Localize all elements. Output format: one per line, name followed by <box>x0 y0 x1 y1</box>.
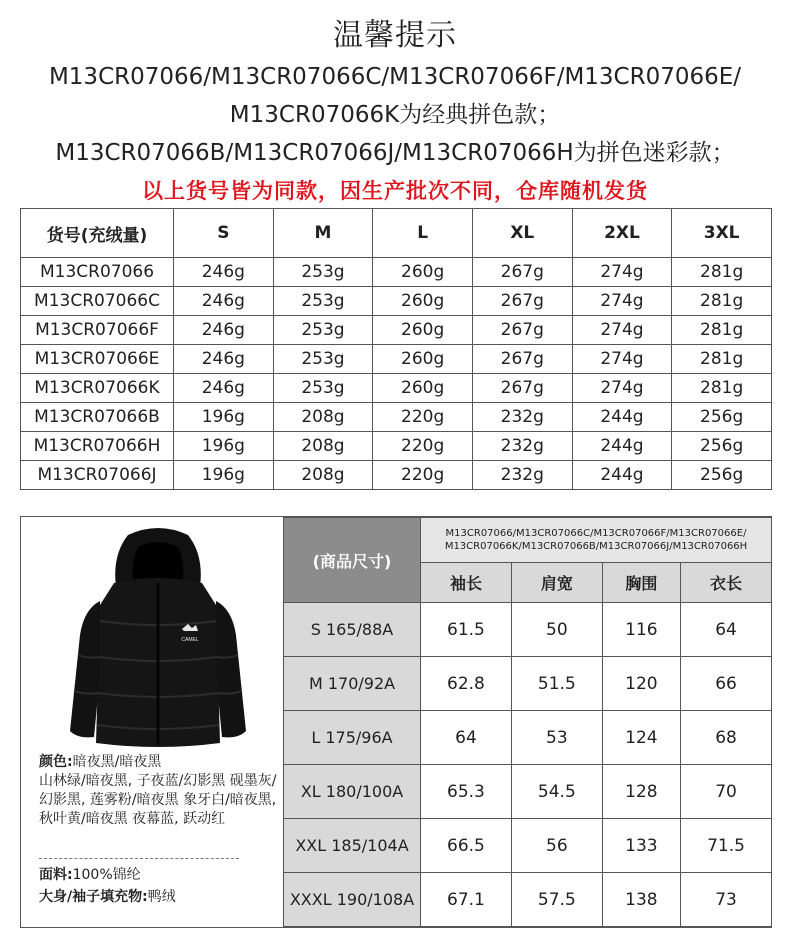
dashed-divider <box>39 858 239 859</box>
column-header: 袖长 <box>421 562 512 603</box>
cell: 220g <box>373 403 473 432</box>
cell: M13CR07066E <box>21 345 174 374</box>
measurement-table <box>283 517 772 927</box>
cell: M13CR07066F <box>21 316 174 345</box>
table-header-row <box>21 209 772 258</box>
cell: 64 <box>421 711 512 765</box>
cell: 253g <box>273 316 373 345</box>
cell: 53 <box>511 711 602 765</box>
cell: 281g <box>672 258 772 287</box>
colors-first: 暗夜黑/暗夜黑 <box>72 754 162 770</box>
cell: 267g <box>472 374 572 403</box>
table-row <box>21 461 772 490</box>
table-row <box>21 287 772 316</box>
notice-line-3: M13CR07066B/M13CR07066J/M13CR07066H为拼色迷彩款； <box>55 140 735 166</box>
product-info-panel <box>21 517 283 927</box>
codes-line-1: M13CR07066/M13CR07066C/M13CR07066F/M13CR07066E/ <box>445 527 747 539</box>
cell: 260g <box>373 374 473 403</box>
cell: 260g <box>373 316 473 345</box>
cell: 50 <box>511 603 602 657</box>
cell: 267g <box>472 316 572 345</box>
table-row <box>21 316 772 345</box>
cell: 67.1 <box>421 873 512 927</box>
cell: 51.5 <box>511 657 602 711</box>
cell: 64 <box>681 603 772 657</box>
cell: 128 <box>602 765 680 819</box>
table-row <box>21 432 772 461</box>
cell: 267g <box>472 287 572 316</box>
column-header: 衣长 <box>681 562 772 603</box>
cell: 65.3 <box>421 765 512 819</box>
model-codes-header <box>421 518 772 563</box>
size-cell: M 170/92A <box>284 657 421 711</box>
cell: 61.5 <box>421 603 512 657</box>
header-cell: 货号(充绒量) <box>21 209 174 258</box>
cell: 68 <box>681 711 772 765</box>
filling-info <box>39 887 176 907</box>
cell: 232g <box>472 461 572 490</box>
table-row <box>284 711 772 765</box>
product-size-header: (商品尺寸) <box>284 518 421 603</box>
notice-title: 温馨提示 <box>333 18 457 53</box>
table-row <box>284 873 772 927</box>
cell: 196g <box>174 461 274 490</box>
cell: 260g <box>373 258 473 287</box>
size-chart-panel <box>20 516 772 928</box>
cell: 256g <box>672 403 772 432</box>
column-header: 肩宽 <box>511 562 602 603</box>
cell: 260g <box>373 345 473 374</box>
table-row <box>284 657 772 711</box>
header-cell: S <box>174 209 274 258</box>
notice-line-1: M13CR07066/M13CR07066C/M13CR07066F/M13CR07066E/ <box>48 64 742 90</box>
colors-rest: 山林绿/暗夜黑, 子夜蓝/幻影黑 砚墨灰/幻影黑, 莲雾粉/暗夜黑 象牙白/暗夜黑, 秋叶黄/暗夜黑 夜幕蓝, 跃动红 <box>39 773 277 827</box>
cell: 246g <box>174 287 274 316</box>
size-cell: XXXL 190/108A <box>284 873 421 927</box>
fabric-value: 100%锦纶 <box>72 867 141 883</box>
size-cell: L 175/96A <box>284 711 421 765</box>
cell: 232g <box>472 403 572 432</box>
cell: 232g <box>472 432 572 461</box>
cell: 208g <box>273 432 373 461</box>
header-cell: M <box>273 209 373 258</box>
cell: 73 <box>681 873 772 927</box>
filling-value: 鸭绒 <box>147 889 176 905</box>
cell: 244g <box>572 461 672 490</box>
cell: 267g <box>472 345 572 374</box>
cell: M13CR07066B <box>21 403 174 432</box>
cell: 62.8 <box>421 657 512 711</box>
cell: 253g <box>273 258 373 287</box>
cell: 281g <box>672 287 772 316</box>
fabric-info <box>39 865 141 885</box>
cell: 244g <box>572 432 672 461</box>
notice-line-2: M13CR07066K为经典拼色款； <box>229 102 561 128</box>
cell: 274g <box>572 287 672 316</box>
header-cell: 3XL <box>672 209 772 258</box>
cell: M13CR07066J <box>21 461 174 490</box>
cell: 56 <box>511 819 602 873</box>
size-cell: S 165/88A <box>284 603 421 657</box>
column-header: 胸围 <box>602 562 680 603</box>
table-row <box>284 819 772 873</box>
header-cell: L <box>373 209 473 258</box>
table-row <box>284 765 772 819</box>
cell: 66.5 <box>421 819 512 873</box>
filling-label: 大身/袖子填充物: <box>39 889 148 905</box>
cell: 274g <box>572 316 672 345</box>
codes-row <box>284 518 772 563</box>
size-cell: XXL 185/104A <box>284 819 421 873</box>
cell: 281g <box>672 345 772 374</box>
cell: M13CR07066H <box>21 432 174 461</box>
cell: 256g <box>672 432 772 461</box>
cell: 246g <box>174 374 274 403</box>
cell: 138 <box>602 873 680 927</box>
cell: 220g <box>373 461 473 490</box>
table-row <box>284 603 772 657</box>
cell: M13CR07066C <box>21 287 174 316</box>
notice-warning: 以上货号皆为同款，因生产批次不同，仓库随机发货 <box>142 179 648 203</box>
cell: 253g <box>273 345 373 374</box>
cell: 253g <box>273 374 373 403</box>
cell: 244g <box>572 403 672 432</box>
cell: 208g <box>273 403 373 432</box>
cell: 281g <box>672 374 772 403</box>
down-weight-table <box>20 208 772 490</box>
table-row <box>21 374 772 403</box>
size-cell: XL 180/100A <box>284 765 421 819</box>
cell: 208g <box>273 461 373 490</box>
cell: 274g <box>572 374 672 403</box>
logo-text: CAMEL <box>181 637 199 643</box>
cell: 260g <box>373 287 473 316</box>
table-row <box>21 403 772 432</box>
table-row <box>21 258 772 287</box>
jacket-image <box>66 525 251 755</box>
colors-text <box>39 753 279 829</box>
cell: 246g <box>174 316 274 345</box>
cell: 70 <box>681 765 772 819</box>
cell: 71.5 <box>681 819 772 873</box>
cell: 54.5 <box>511 765 602 819</box>
cell: 124 <box>602 711 680 765</box>
cell: 274g <box>572 258 672 287</box>
cell: 66 <box>681 657 772 711</box>
cell: M13CR07066 <box>21 258 174 287</box>
cell: 196g <box>174 403 274 432</box>
notice-block <box>0 14 790 208</box>
cell: 253g <box>273 287 373 316</box>
cell: 120 <box>602 657 680 711</box>
cell: 267g <box>472 258 572 287</box>
table-row <box>21 345 772 374</box>
codes-line-2: M13CR07066K/M13CR07066B/M13CR07066J/M13CR07066H <box>444 540 748 552</box>
cell: 274g <box>572 345 672 374</box>
fabric-label: 面料: <box>39 867 73 883</box>
cell: 246g <box>174 345 274 374</box>
cell: 246g <box>174 258 274 287</box>
cell: 220g <box>373 432 473 461</box>
cell: 281g <box>672 316 772 345</box>
cell: M13CR07066K <box>21 374 174 403</box>
header-cell: 2XL <box>572 209 672 258</box>
colors-label: 颜色: <box>39 754 73 770</box>
cell: 133 <box>602 819 680 873</box>
cell: 116 <box>602 603 680 657</box>
cell: 256g <box>672 461 772 490</box>
header-cell: XL <box>472 209 572 258</box>
cell: 196g <box>174 432 274 461</box>
cell: 57.5 <box>511 873 602 927</box>
